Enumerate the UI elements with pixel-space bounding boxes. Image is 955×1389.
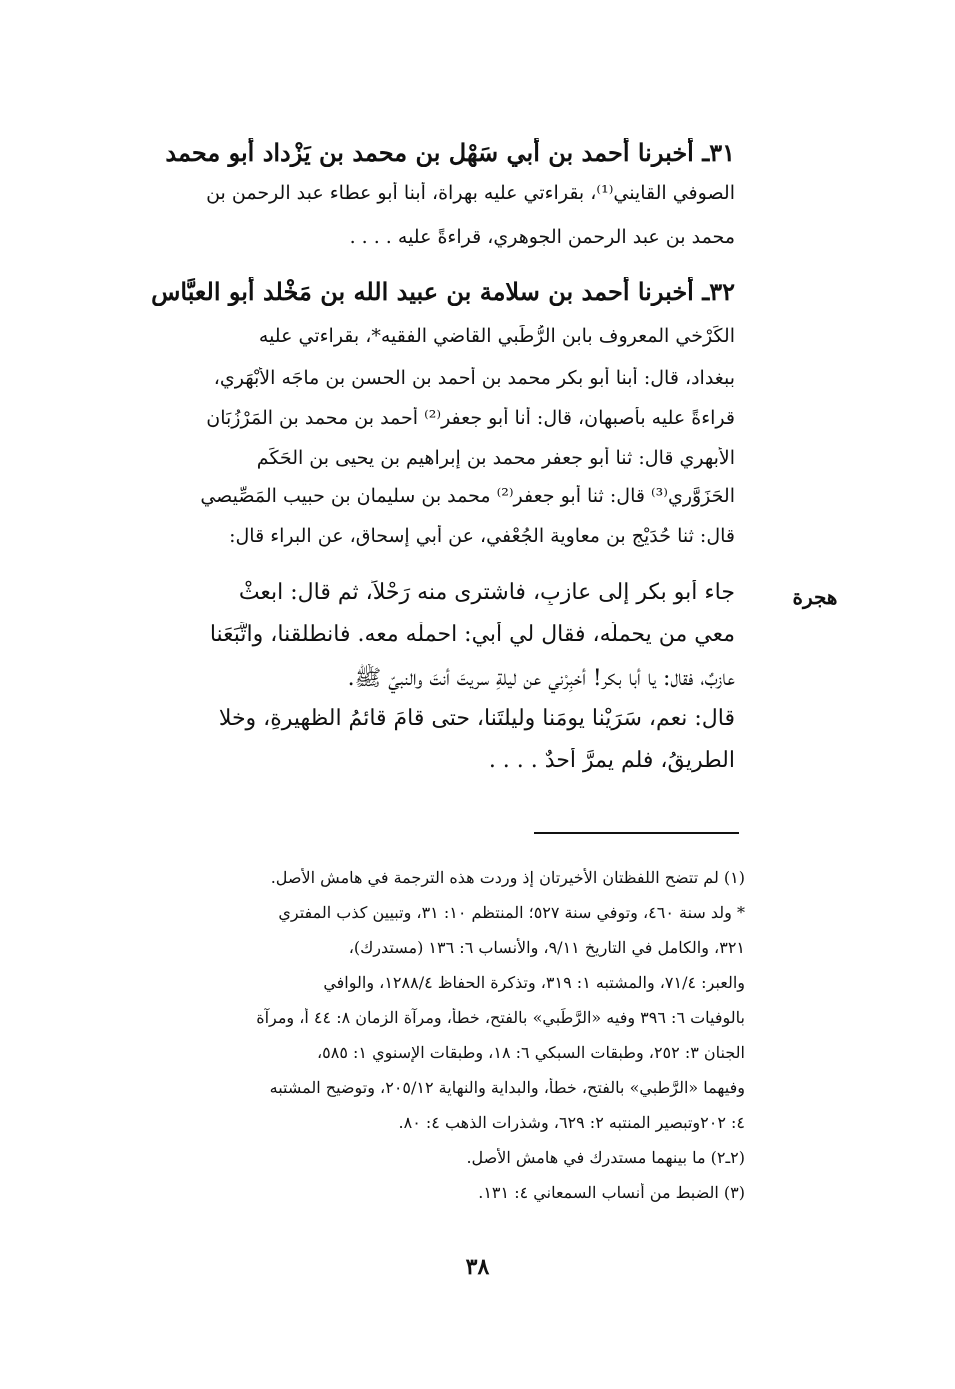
entry-32-line-7: قال: ثنا حُدَيْج بن معاوية الجُعْفي، عن أبي إسحاق، عن البراء قال: (229, 525, 735, 547)
hadith-line-5: الطريقُ، فلم يمرَّ أحدٌ . . . . (488, 748, 735, 773)
footnotes (125, 868, 745, 1218)
entry-32-line-3: ببغداد، قال: أبنا أبو بكر محمد بن أحمد بن الحسن بن ماجَه الأَبْهَري، (213, 367, 735, 389)
entry-31-line-1: ٣١ـ أخبرنا أحمد بن أبي سَهْل بن محمد بن يَزْداد أبو محمد (165, 138, 735, 167)
footnote-line-2: * ولد سنة ٤٦٠، وتوفي سنة ٥٢٧؛ المنتظم ١٠: ٣١، وتبيين كذب المفتري (278, 903, 745, 922)
margin-label: هجرة (792, 585, 838, 609)
footnote-line-9: (٢ـ٢) ما بينهما مستدرك في هامش الأصل. (466, 1148, 745, 1167)
footnote-line-8: ٤: ٢٠٢وتبصير المنتبه ٢: ٦٢٩، وشذرات الذهب ٤: ٨٠. (398, 1113, 745, 1132)
footnote-line-10: (٣) الضبط من أنساب السمعاني ٤: ١٣١. (478, 1183, 745, 1202)
entry-32-line-1: ٣٢ـ أخبرنا أحمد بن سلامة بن عبيد الله بن مَخْلد أبو العبَّاس (151, 277, 735, 306)
footnote-line-7: وفيهما «الرَّطبي» بالفتح، خطأ، والبداية والنهاية ٢٠٥/١٢، وتوضيح المشتبه (269, 1078, 745, 1097)
entry-31-line-2: الصوفي القايني⁽¹⁾، بقراءتي عليه بهراة، أبنا أبو عطاء عبد الرحمن بن (206, 182, 735, 204)
entry-31-line-3: محمد بن عبد الرحمن الجوهري، قراءةً عليه . . . . (349, 226, 735, 248)
footnote-line-5: بالوفيات ٦: ٣٩٦ وفيه «الرَّطَبي» بالفتح، خطأ، ومرآة الزمان ٨: ٤٤ أ، ومرآة (256, 1008, 745, 1027)
entry-32-line-2: الكَرْخي المعروف بابن الرُّطَبي القاضي الفقيه*، بقراءتي عليه (258, 325, 735, 347)
hadith-line-4: قال: نعم، سَرَيْنا يومَنا وليلتَنا، حتى قامَ قائمُ الظهيرةِ، وخلا (218, 706, 735, 731)
entry-31 (125, 138, 735, 263)
entry-32-line-6: الحَزَوَّري⁽³⁾ قال: ثنا أبو جعفر⁽²⁾ محمد بن سليمان بن حبيب المَصِّيصي (200, 485, 735, 507)
footnote-line-3: ٣٢١، والكامل في التاريخ ٩/١١، والأنساب ٦: ١٣٦ (مستدرك)، (348, 938, 745, 957)
page-number: ٣٨ (465, 1254, 490, 1280)
hadith-line-3: عازبٌ، فقال: يا أبا بكر! أخبِرْني عن ليلةِ سريتَ أنتَ والنبيّ ﷺ. (347, 666, 735, 691)
hadith-line-2: معي من يحملُه، فقال لي أبي: احملْه معه. فانطلقنا، واتَّبَعَنا (209, 622, 735, 647)
footnote-separator (534, 832, 739, 834)
entry-32-line-4: قراءةً عليه بأصبهان، قال: أنا أبو جعفر⁽²⁾ أحمد بن محمد بن المَرْزُبَان (206, 407, 735, 429)
footnote-line-1: (١) لم تتضح اللفظتان الأخيرتان إذ وردت هذه الترجمة في هامش الأصل. (270, 868, 745, 887)
footnote-line-4: والعبر: ٧١/٤، والمشتبه ١: ٣١٩، وتذكرة الحفاظ ١٢٨٨/٤، والوافي (323, 973, 745, 992)
entry-32-line-5: الأبهري قال: ثنا أبو جعفر محمد بن إبراهيم بن يحيى بن الحَكَم (256, 447, 735, 469)
hadith-line-1: جاء أبو بكر إلى عازبٍ، فاشترى منه رَحْلاً، ثم قال: ابعثْ (238, 580, 735, 605)
footnote-line-6: الجنان ٣: ٢٥٢، وطبقات السبكي ٦: ١٨، وطبقات الإسنوي ١: ٥٨٥، (316, 1043, 745, 1062)
entry-32 (125, 277, 735, 567)
hadith-text (125, 580, 735, 800)
